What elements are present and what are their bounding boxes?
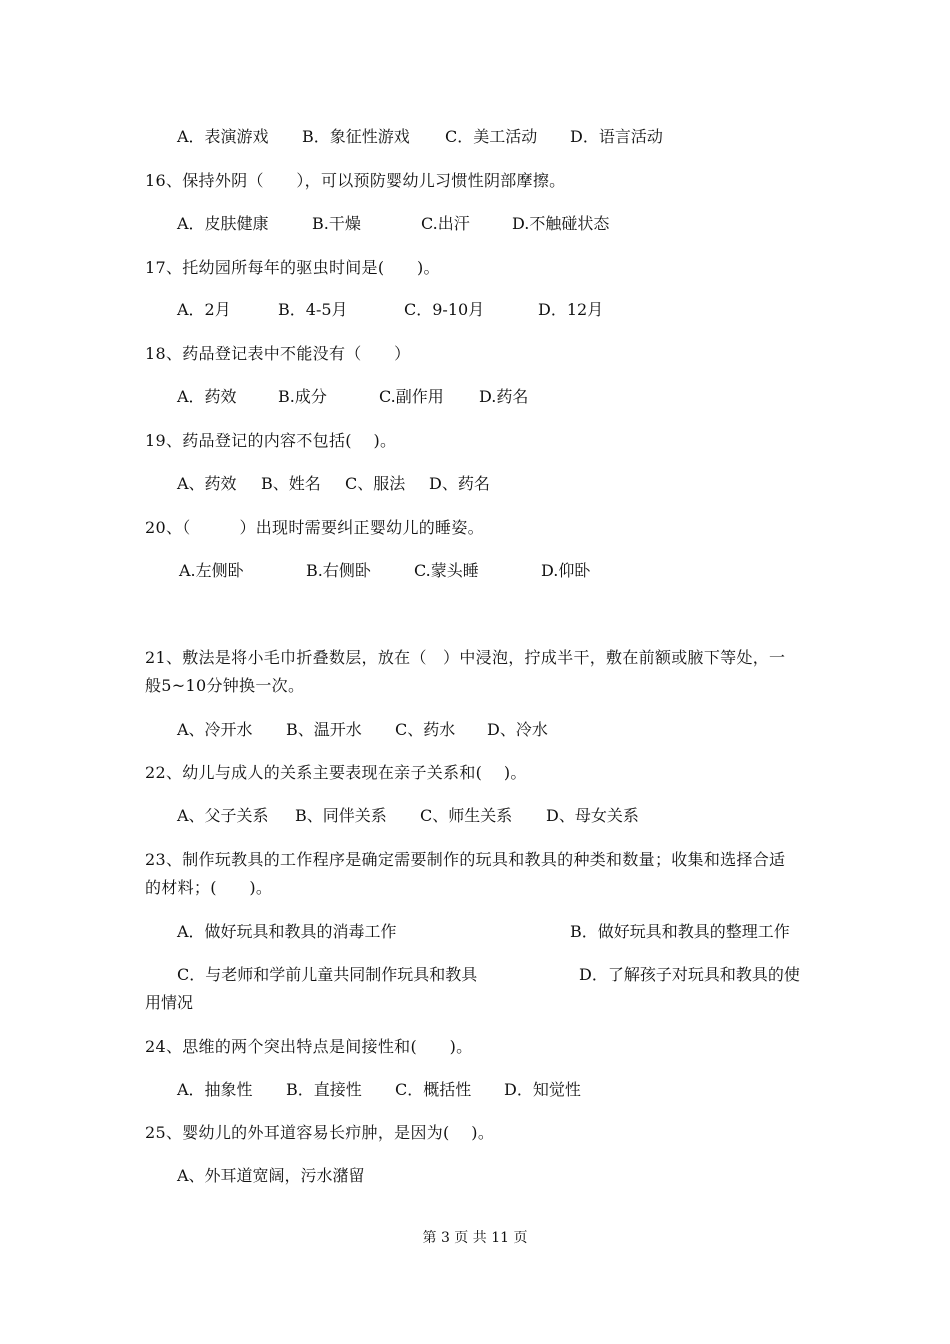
q21-option-c: C、药水 bbox=[395, 720, 456, 739]
q20-stem: 20、（ ）出现时需要纠正婴幼儿的睡姿。 bbox=[145, 518, 484, 537]
q17-option-a: A．2月 bbox=[177, 300, 231, 319]
q15-option-a: A．表演游戏 bbox=[177, 127, 269, 146]
q25-stem: 25、婴幼儿的外耳道容易长疖肿，是因为( )。 bbox=[145, 1123, 495, 1142]
q24-stem: 24、思维的两个突出特点是间接性和( )。 bbox=[145, 1037, 473, 1056]
q16-option-a: A．皮肤健康 bbox=[177, 214, 269, 233]
q16-option-b: B.干燥 bbox=[312, 214, 361, 233]
q22-option-c: C、师生关系 bbox=[420, 806, 513, 825]
page-footer: 第 3 页 共 11 页 bbox=[422, 1230, 528, 1246]
q23-option-d: D．了解孩子对玩具和教具的使 bbox=[579, 965, 800, 984]
q24-option-d: D．知觉性 bbox=[504, 1080, 581, 1099]
q19-stem: 19、药品登记的内容不包括( )。 bbox=[145, 431, 397, 450]
q17-option-d: D．12月 bbox=[538, 300, 604, 319]
q24-option-a: A．抽象性 bbox=[177, 1080, 253, 1099]
q22-option-a: A、父子关系 bbox=[177, 806, 269, 825]
q23-stem-line1: 23、制作玩教具的工作程序是确定需要制作的玩具和教具的种类和数量；收集和选择合适 bbox=[145, 850, 786, 869]
q16-stem: 16、保持外阴（ ），可以预防婴幼儿习惯性阴部摩擦。 bbox=[145, 171, 566, 190]
q21-option-b: B、温开水 bbox=[286, 720, 362, 739]
q24-option-c: C．概括性 bbox=[395, 1080, 472, 1099]
q19-option-b: B、姓名 bbox=[261, 474, 321, 493]
q23-option-c: C．与老师和学前儿童共同制作玩具和教具 bbox=[177, 965, 478, 984]
q19-option-c: C、服法 bbox=[345, 474, 406, 493]
q17-option-b: B．4-5月 bbox=[278, 300, 348, 319]
q24-option-b: B．直接性 bbox=[286, 1080, 362, 1099]
q19-option-a: A、药效 bbox=[177, 474, 237, 493]
q22-option-d: D、母女关系 bbox=[546, 806, 639, 825]
q15-option-c: C．美工活动 bbox=[445, 127, 538, 146]
q20-option-a: A.左侧卧 bbox=[179, 561, 244, 580]
q23-option-b: B．做好玩具和教具的整理工作 bbox=[570, 922, 790, 941]
q19-option-d: D、药名 bbox=[429, 474, 490, 493]
q23-stem-line2: 的材料；( )。 bbox=[145, 878, 273, 897]
q15-option-d: D．语言活动 bbox=[570, 127, 663, 146]
q20-option-b: B.右侧卧 bbox=[306, 561, 371, 580]
q23-option-a: A．做好玩具和教具的消毒工作 bbox=[177, 922, 397, 941]
q25-option-a: A、外耳道宽阔，污水潴留 bbox=[177, 1166, 365, 1185]
q23-option-d-continued: 用情况 bbox=[145, 993, 194, 1012]
q21-option-a: A、冷开水 bbox=[177, 720, 253, 739]
q22-option-b: B、同伴关系 bbox=[295, 806, 387, 825]
q16-option-d: D.不触碰状态 bbox=[512, 214, 610, 233]
q18-option-c: C.副作用 bbox=[379, 387, 444, 406]
q22-stem: 22、幼儿与成人的关系主要表现在亲子关系和( )。 bbox=[145, 763, 527, 782]
q16-option-c: C.出汗 bbox=[421, 214, 470, 233]
q15-option-b: B．象征性游戏 bbox=[302, 127, 410, 146]
q18-option-b: B.成分 bbox=[278, 387, 327, 406]
q18-option-a: A．药效 bbox=[177, 387, 237, 406]
q21-stem-line2: 般5~10分钟换一次。 bbox=[145, 676, 305, 695]
q20-option-d: D.仰卧 bbox=[541, 561, 591, 580]
q17-stem: 17、托幼园所每年的驱虫时间是( )。 bbox=[145, 258, 440, 277]
q20-option-c: C.蒙头睡 bbox=[414, 561, 479, 580]
q17-option-c: C．9-10月 bbox=[404, 300, 485, 319]
q18-stem: 18、药品登记表中不能没有（ ） bbox=[145, 344, 411, 363]
q21-option-d: D、冷水 bbox=[487, 720, 548, 739]
q18-option-d: D.药名 bbox=[479, 387, 529, 406]
q21-stem-line1: 21、敷法是将小毛巾折叠数层，放在（ ）中浸泡，拧成半干，敷在前额或腋下等处，一 bbox=[145, 648, 786, 667]
